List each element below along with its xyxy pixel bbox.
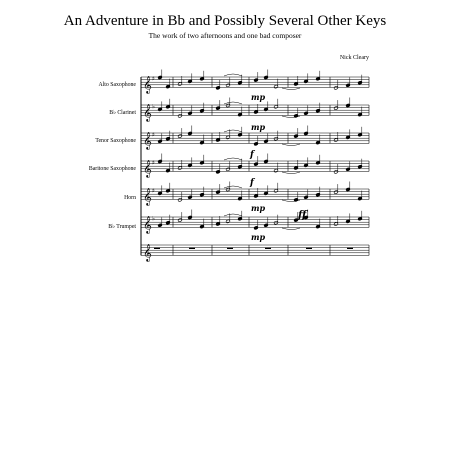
score-subtitle: The work of two afternoons and one bad composer [148,31,302,40]
treble-clef-icon: 𝄞 [143,159,152,178]
instrument-label-trumpet: B♭ Trumpet [108,224,136,230]
score-title: An Adventure in Bb and Possibly Several Other Keys [63,13,387,29]
whole-rest [265,248,271,249]
sharp-icon: ♯ [152,159,155,167]
whole-rest [306,248,312,249]
slur [224,102,242,104]
sharp-icon: ♯ [152,131,155,139]
slur [224,74,242,76]
slur [224,186,242,188]
sharp-icon: ♯ [152,75,155,83]
tie [282,172,300,174]
tie [282,144,300,146]
tie [282,228,300,230]
flat-icon: ♭ [152,215,155,223]
slur [224,214,242,216]
flat-icon: ♭ [152,103,155,111]
dynamic-marking-horn: mp [251,203,266,213]
treble-clef-icon: 𝄞 [143,187,152,206]
composer-name: Nick Cleary [339,55,369,61]
sharp-icon: ♯ [152,187,155,195]
slur [224,158,242,160]
whole-rest [154,248,160,249]
instrument-label-horn: Horn [124,195,136,201]
treble-clef-icon: 𝄞 [143,131,152,150]
instrument-label-alto-sax: Alto Saxophone [98,82,136,88]
treble-clef-icon: 𝄞 [143,75,152,94]
dynamic-marking-trumpet: mp [251,232,266,242]
whole-rest [227,248,233,249]
dynamic-marking-bari-sax: f [250,178,254,188]
treble-clef-icon: 𝄞 [143,243,152,262]
tie [282,88,300,90]
instrument-label-bari-sax: Baritone Saxophone [88,166,136,172]
treble-clef-icon: 𝄞 [143,103,152,122]
dynamic-marking-alto-sax: mp [251,92,266,102]
treble-clef-icon: 𝄞 [143,215,152,234]
dynamic-marking-tenor-sax: f [250,150,254,160]
whole-rest [347,248,353,249]
slur [224,130,242,132]
dynamic-marking-clarinet: mp [251,122,266,132]
dynamic-marking-horn-ff: ff [298,210,307,221]
instrument-label-tenor-sax: Tenor Saxophone [95,138,136,144]
instrument-label-clarinet: B♭ Clarinet [109,110,136,116]
whole-rest [189,248,195,249]
